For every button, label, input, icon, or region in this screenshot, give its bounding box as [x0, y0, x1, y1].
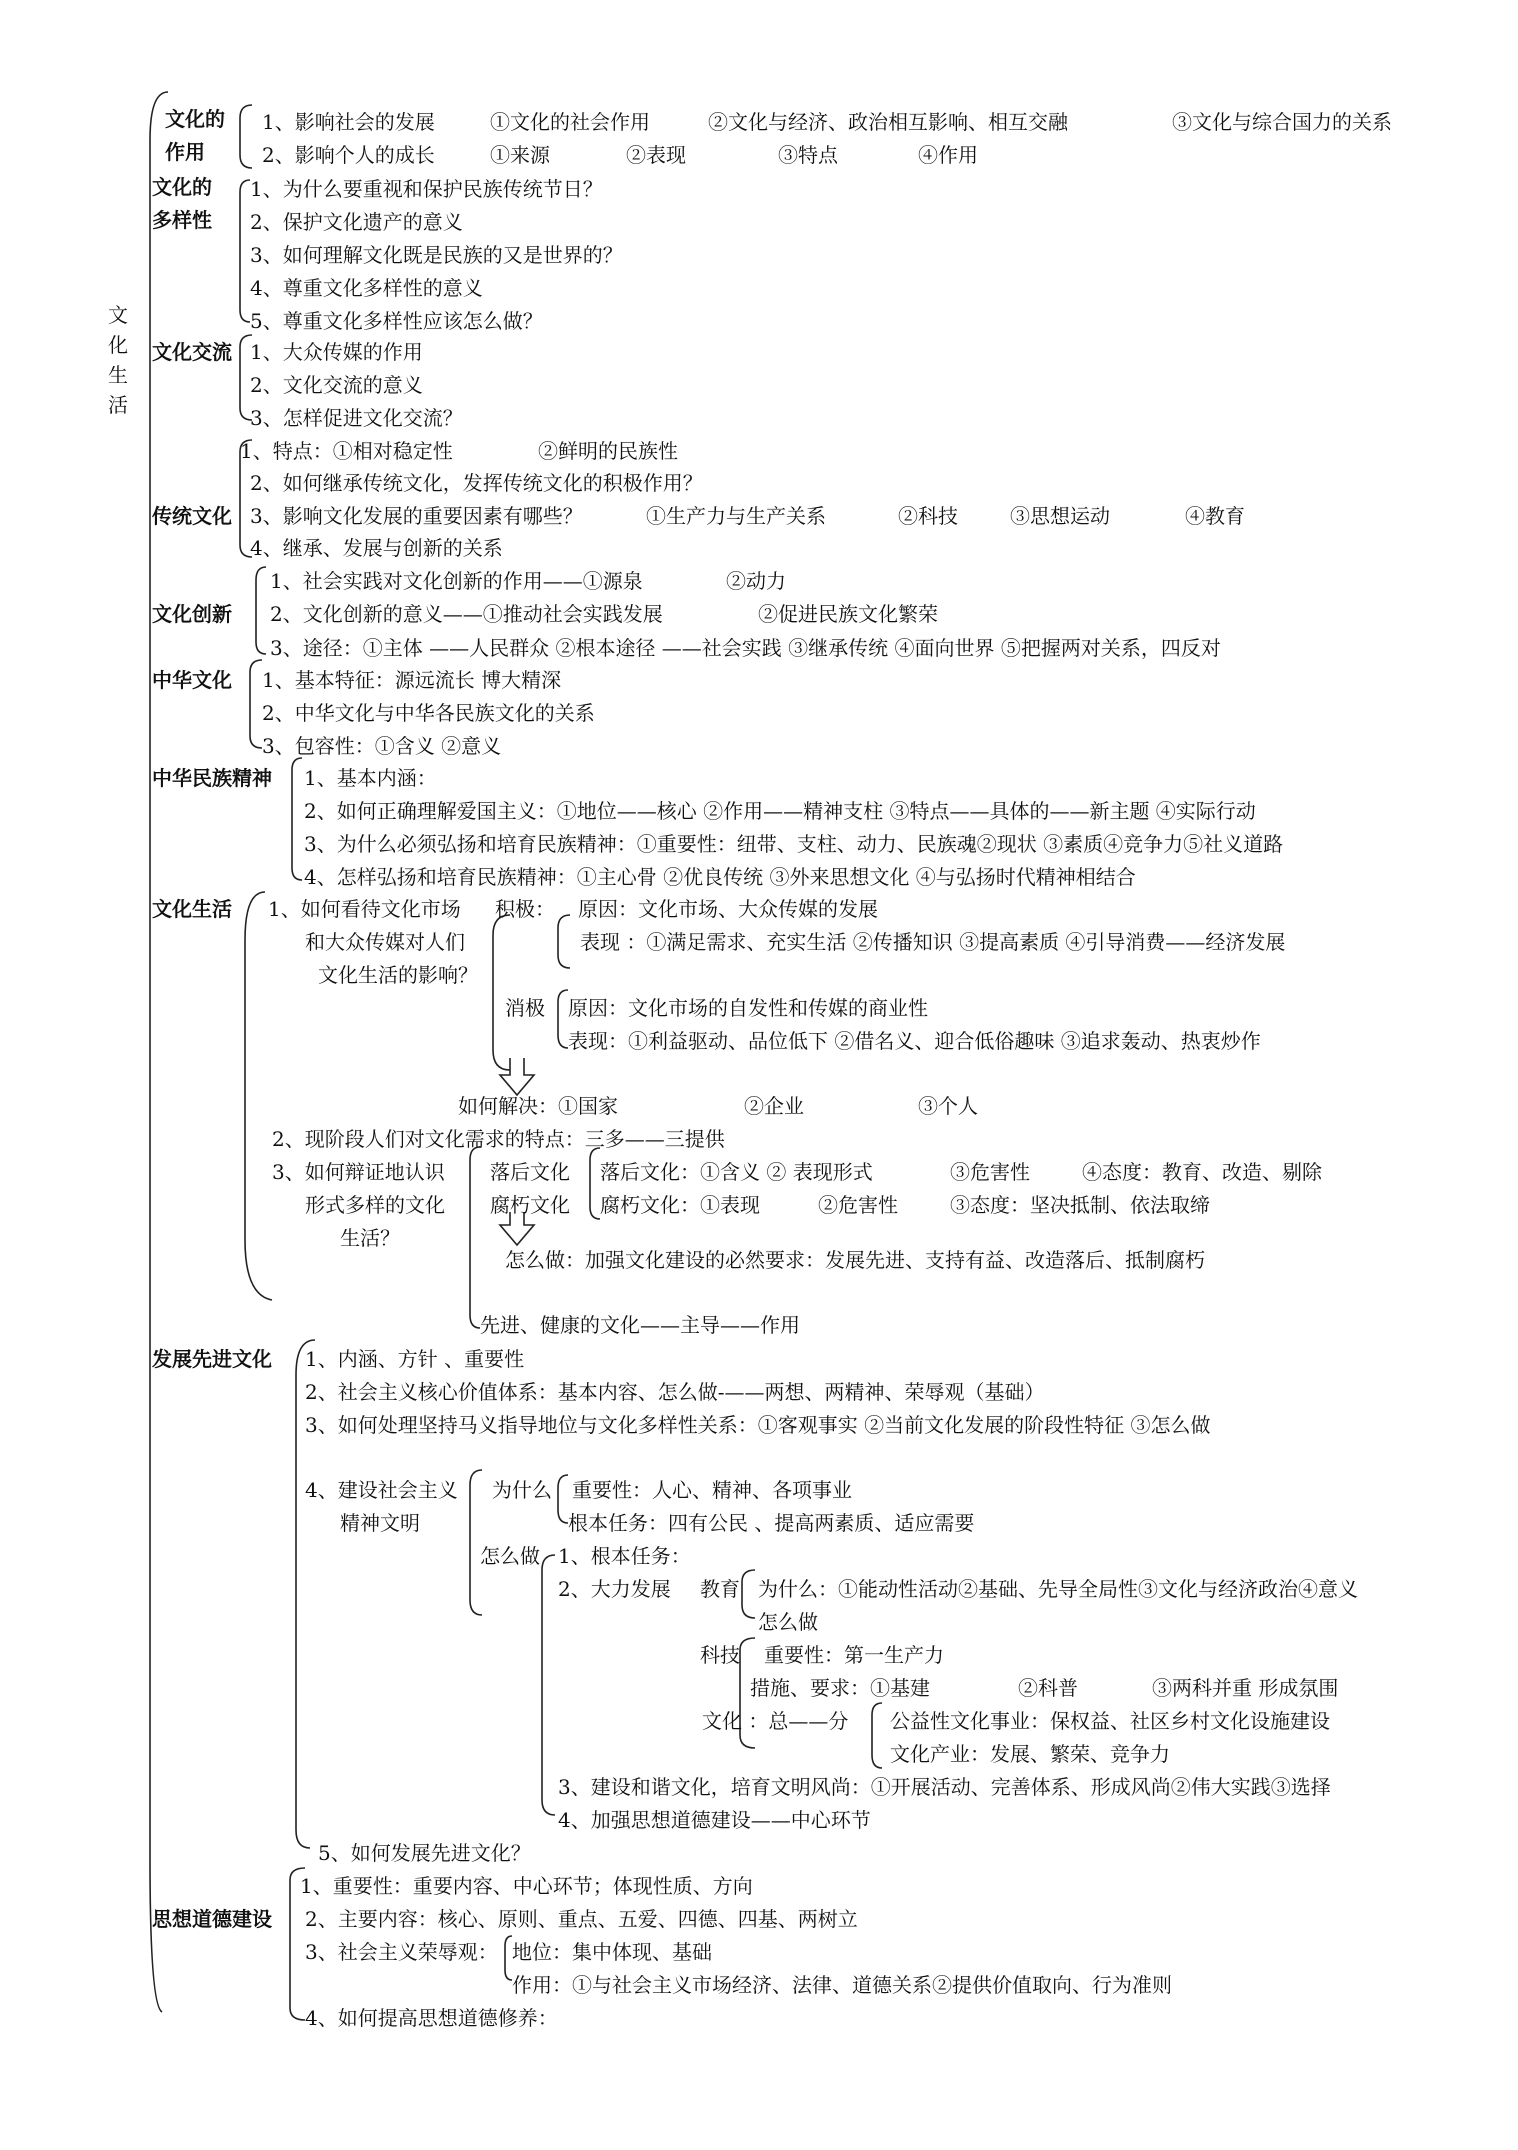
s2-item: 2、保护文化遗产的意义	[250, 210, 463, 234]
s9-item: 2、社会主义核心价值体系：基本内容、怎么做-——两想、两精神、荣辱观（基础）	[305, 1380, 1045, 1404]
s9-sci-c: ②科普	[1018, 1676, 1078, 1700]
s8-rot-detail: 腐朽文化：①表现	[600, 1193, 760, 1217]
s8-rot: 腐朽文化	[490, 1193, 570, 1217]
s7-item: 3、为什么必须弘扬和培育民族精神：①重要性：纽带、支柱、动力、民族魂②现状 ③素质④竞争力⑤社义道路	[304, 832, 1284, 856]
s9-edu-a: 为什么：①能动性活动②基础、先导全局性③文化与经济政治④意义	[758, 1577, 1358, 1601]
s8-q3-line3: 生活？	[340, 1226, 400, 1250]
s9-how: 怎么做	[480, 1544, 540, 1568]
s9-sci-b: 措施、要求：①基建	[750, 1676, 930, 1700]
s8-q3-line1: 3、如何辩证地认识	[272, 1160, 445, 1184]
s10-item: 2、主要内容：核心、原则、重点、五爱、四德、四基、两树立	[305, 1907, 858, 1931]
s8-fall-detail: ④态度：教育、改造、剔除	[1082, 1160, 1322, 1184]
s8-heading: 文化生活	[152, 897, 232, 921]
s2-item: 3、如何理解文化既是民族的又是世界的？	[250, 243, 623, 267]
s7-item: 4、怎样弘扬和培育民族精神：①主心骨 ②优良传统 ③外来思想文化 ④与弘扬时代精神相结合	[304, 865, 1136, 889]
s5-item: 3、途径：①主体 ——人民群众 ②根本途径 ——社会实践 ③继承传统 ④面向世界 ⑤把握两对关系，四反对	[270, 636, 1221, 660]
s1-item: ①文化的社会作用	[490, 110, 650, 134]
s1-item: ④作用	[918, 143, 978, 167]
s8-q2: 2、现阶段人们对文化需求的特点：三多——三提供	[272, 1127, 725, 1151]
s8-fall: 落后文化	[490, 1160, 570, 1184]
s8-pos-show: 表现 ：①满足需求、充实生活 ②传播知识 ③提高素质 ④引导消费——经济发展	[580, 930, 1286, 954]
s8-solve: 如何解决：①国家	[458, 1094, 618, 1118]
s8-rot-detail: ②危害性	[818, 1193, 898, 1217]
s8-pos-cause: 原因：文化市场、大众传媒的发展	[578, 897, 878, 921]
s3-item: 3、怎样促进文化交流？	[250, 406, 463, 430]
s3-item: 2、文化交流的意义	[250, 373, 423, 397]
s10-item: 3、社会主义荣辱观：	[305, 1940, 498, 1964]
s5-item: ②动力	[726, 569, 786, 593]
s6-item: 2、中华文化与中华各民族文化的关系	[262, 701, 595, 725]
s10-heading: 思想道德建设	[152, 1907, 272, 1931]
s4-item: ②鲜明的民族性	[538, 439, 678, 463]
s9-how2: 2、大力发展	[558, 1577, 671, 1601]
s7-item: 1、基本内涵：	[304, 766, 437, 790]
s9-cul-a: 公益性文化事业：保权益、社区乡村文化设施建设	[890, 1709, 1330, 1733]
s9-how1: 1、根本任务：	[558, 1544, 691, 1568]
s8-fall-detail: ③危害性	[950, 1160, 1030, 1184]
s4-item: ①生产力与生产关系	[646, 504, 826, 528]
s6-item: 3、包容性：①含义 ②意义	[262, 734, 502, 758]
s8-solve: ③个人	[918, 1094, 978, 1118]
s8-how: 怎么做：加强文化建设的必然要求：发展先进、支持有益、改造落后、抵制腐朽	[505, 1248, 1205, 1272]
s8-neg-show: 表现：①利益驱动、品位低下 ②借名义、迎合低俗趣味 ③追求轰动、热衷炒作	[568, 1029, 1261, 1053]
s7-heading: 中华民族精神	[152, 766, 272, 790]
s1-item: 1、影响社会的发展	[262, 110, 435, 134]
s9-item: 1、内涵、方针 、重要性	[305, 1347, 525, 1371]
s5-heading: 文化创新	[152, 602, 232, 626]
s2-item: 1、为什么要重视和保护民族传统节日？	[250, 177, 603, 201]
s1-item: ③文化与综合国力的关系	[1172, 110, 1392, 134]
s9-why-b: 根本任务：四有公民 、提高两素质、适应需要	[568, 1511, 975, 1535]
s9-l4-line2: 精神文明	[340, 1511, 420, 1535]
s10-item: 4、如何提高思想道德修养：	[305, 2006, 558, 2030]
s9-l4-line1: 4、建设社会主义	[305, 1478, 458, 1502]
s8-q1-line3: 文化生活的影响？	[318, 963, 478, 987]
s5-item: 1、社会实践对文化创新的作用——①源泉	[270, 569, 643, 593]
s8-rot-detail: ③态度：坚决抵制、依法取缔	[950, 1193, 1210, 1217]
s9-cul: 文化 ：总——分	[702, 1709, 849, 1733]
s8-neg-cause: 原因：文化市场的自发性和传媒的商业性	[568, 996, 928, 1020]
s2-heading-2: 多样性	[152, 208, 212, 232]
s4-item: ②科技	[898, 504, 958, 528]
s7-item: 2、如何正确理解爱国主义：①地位——核心 ②作用——精神支柱 ③特点——具体的——新主题 ④实际行动	[304, 799, 1256, 823]
s4-item: 4、继承、发展与创新的关系	[250, 536, 503, 560]
s4-item: ③思想运动	[1010, 504, 1110, 528]
s9-heading: 发展先进文化	[152, 1347, 272, 1371]
s4-item: 3、影响文化发展的重要因素有哪些？	[250, 504, 583, 528]
s9-why-a: 重要性：人心、精神、各项事业	[572, 1478, 852, 1502]
s8-solve: ②企业	[744, 1094, 804, 1118]
s2-item: 4、尊重文化多样性的意义	[250, 276, 483, 300]
s6-item: 1、基本特征：源远流长 博大精深	[262, 668, 562, 692]
s4-item: ④教育	[1185, 504, 1245, 528]
root-title: 文 化 生 活	[108, 303, 128, 417]
s1-item: ③特点	[778, 143, 838, 167]
s9-sci-a: 重要性：第一生产力	[764, 1643, 944, 1667]
s1-item: ②文化与经济、政治相互影响、相互交融	[708, 110, 1068, 134]
s9-sci-d: ③两科并重 形成氛围	[1152, 1676, 1339, 1700]
s2-heading-1: 文化的	[152, 175, 212, 199]
s2-item: 5、尊重文化多样性应该怎么做？	[250, 309, 543, 333]
s9-edu-b: 怎么做	[758, 1610, 818, 1634]
s10-item: 地位：集中体现、基础	[512, 1940, 712, 1964]
s9-why: 为什么	[492, 1478, 552, 1502]
s1-item: ①来源	[490, 143, 550, 167]
s6-heading: 中华文化	[152, 668, 232, 692]
s4-item: 1、特点：①相对稳定性	[240, 439, 453, 463]
s8-negative: 消极	[505, 996, 545, 1020]
s5-item: ②促进民族文化繁荣	[758, 602, 938, 626]
s9-sci: 科技	[700, 1643, 740, 1667]
s1-item: 2、影响个人的成长	[262, 143, 435, 167]
s9-how3: 3、建设和谐文化，培育文明风尚：①开展活动、完善体系、形成风尚②伟大实践③选择	[558, 1775, 1331, 1799]
s9-cul-b: 文化产业：发展、繁荣、竞争力	[890, 1742, 1170, 1766]
s3-heading: 文化交流	[152, 340, 232, 364]
s8-fall-detail: 落后文化：①含义 ② 表现形式	[600, 1160, 873, 1184]
s9-how4: 4、加强思想道德建设——中心环节	[558, 1808, 871, 1832]
s1-item: ②表现	[626, 143, 686, 167]
s1-heading-1: 文化的	[165, 107, 225, 131]
s4-item: 2、如何继承传统文化，发挥传统文化的积极作用？	[250, 471, 703, 495]
s9-edu: 教育	[700, 1577, 740, 1601]
s10-item: 1、重要性：重要内容、中心环节；体现性质、方向	[300, 1874, 753, 1898]
s4-heading: 传统文化	[152, 504, 232, 528]
s8-advanced: 先进、健康的文化——主导——作用	[480, 1313, 800, 1337]
s8-q3-line2: 形式多样的文化	[305, 1193, 445, 1217]
s8-q1-line2: 和大众传媒对人们	[305, 930, 465, 954]
s8-q1-line1: 1、如何看待文化市场	[268, 897, 461, 921]
s5-item: 2、文化创新的意义——①推动社会实践发展	[270, 602, 663, 626]
s3-item: 1、大众传媒的作用	[250, 340, 423, 364]
s9-item: 5、如何发展先进文化？	[318, 1841, 531, 1865]
s10-item: 作用：①与社会主义市场经济、法律、道德关系②提供价值取向、行为准则	[512, 1973, 1172, 1997]
s9-item: 3、如何处理坚持马义指导地位与文化多样性关系：①客观事实 ②当前文化发展的阶段性特征 ③怎么做	[305, 1413, 1211, 1437]
s8-positive: 积极：	[495, 897, 555, 921]
s1-heading-2: 作用	[165, 140, 205, 164]
